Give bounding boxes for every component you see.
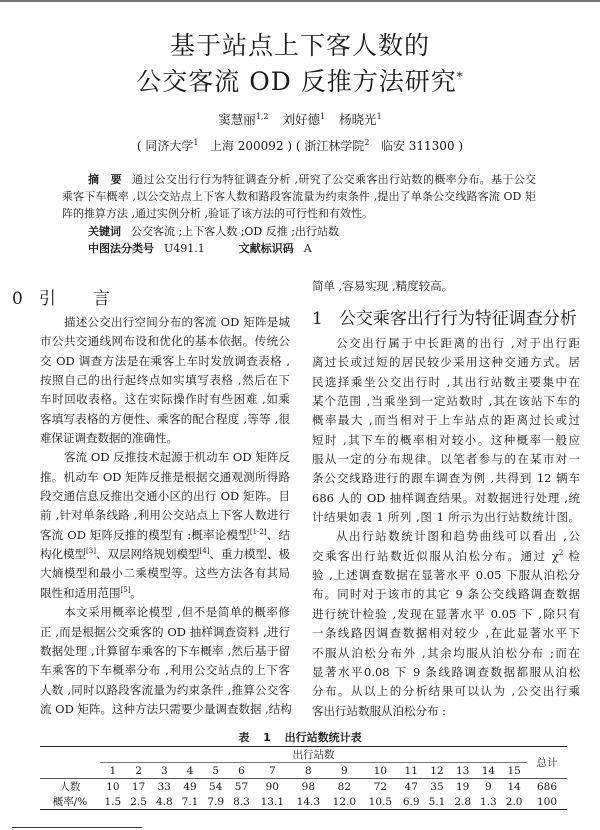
station-count-header: 9 [326, 763, 362, 779]
table-header-row [40, 763, 567, 779]
keywords-text: 公交客流 ;上下客人数 ;OD 反推 ;出行站数 [131, 225, 339, 238]
keywords [88, 223, 339, 239]
right-column-continuation [312, 277, 580, 296]
abstract [62, 171, 536, 222]
text-line [312, 353, 580, 372]
section-number: 0 [12, 289, 23, 309]
total-header: 总计 [527, 747, 567, 779]
abstract-label: 摘 要 [88, 173, 122, 186]
text-segment: 推。机动车 OD 矩阵反推是根据交通观测所得路 [40, 469, 290, 484]
text-segment: 条公交线路进行的跟车调查为例 ,共得到 12 辆车 [312, 471, 580, 486]
text-line [312, 469, 580, 488]
text-segment: 客出行站数服从泊松分布 : [312, 703, 447, 718]
station-count-table [40, 746, 567, 810]
group-header: 出行站数 [100, 747, 527, 763]
table-cell: 54 [209, 780, 223, 793]
text-segment: 按照自己的出行起终点如实填写表格 ,然后在下 [40, 373, 290, 388]
station-count-header: 11 [398, 763, 424, 779]
text-segment: 、双层网络规划模型 [95, 547, 200, 562]
table-cell: 57 [234, 780, 249, 793]
paper-title-line-2 [0, 62, 600, 98]
text-segment: 限性和适用范围 [40, 585, 121, 600]
abstract-text: 通过公交出行行为特征调查分析 ,研究了公交乘客出行站数的概率分布。基于公交 [132, 173, 536, 186]
text-segment: 686 人的 OD 抽样调查结果。对数据进行处理 ,统 [312, 490, 580, 505]
footnote-rule [12, 827, 142, 828]
abstract-text: 阵的推算方法 ,通过实例分析 ,验证了该方法的可行性和有效性。 [62, 207, 373, 220]
text-line [40, 487, 290, 506]
text-line [40, 661, 290, 680]
text-segment: 本文采用概率论模型 ,但不是简单的概率修 [64, 605, 290, 620]
table-cell: 1.5 [100, 794, 126, 810]
table-cell: 19 [455, 780, 470, 793]
text-segment: 交乘客出行站数近似服从泊松分布。通过 χ [312, 548, 559, 563]
section-heading-introduction [12, 284, 120, 309]
text-line [40, 526, 290, 545]
station-count-header: 10 [362, 763, 398, 779]
text-line [312, 624, 580, 643]
table-cell: 12.0 [326, 794, 362, 810]
text-line [312, 431, 580, 450]
text-segment: 市公共交通线网布设和优化的基本依据。传统公 [40, 334, 290, 349]
text-line [40, 506, 290, 525]
table-cell: 17 [131, 780, 146, 793]
table-cell: 10 [106, 780, 120, 793]
citation-superscript: 2 [558, 548, 564, 557]
row-label-header [40, 747, 100, 779]
text-line [40, 623, 290, 642]
text-line [312, 663, 580, 682]
affiliation-name: ( 浙江林学院 [295, 139, 365, 153]
table-cell: 2.0 [501, 794, 527, 810]
table-cell: 14.3 [290, 794, 326, 810]
text-segment: 计结果如表 1 所列 ,图 1 所示为出行站数统计图。 [312, 510, 580, 525]
author-name: 刘好德 [282, 112, 321, 127]
text-segment: 大熵模型和最小二乘模型等。这些方法各有其局 [40, 566, 290, 581]
table-cell: 98 [301, 780, 316, 793]
text-segment: 正 ,而是根据公交乘客的 OD 抽样调查资料 ,进行 [40, 624, 290, 639]
text-line [40, 313, 290, 332]
text-segment: 人数 ,同时以路段客流量为约束条件 ,推算公交客 [40, 682, 290, 697]
table-cell: 8.3 [229, 794, 255, 810]
station-count-header: 6 [229, 763, 255, 779]
abstract-text: 乘客下车概率 ,以公交站点上下客人数和路段客流量为约束条件 ,提出了单条公交线路客流 OD 矩 [62, 190, 536, 203]
affiliation-city: 临安 311300 ) [380, 139, 464, 153]
table-cell: 33 [157, 780, 171, 793]
author [283, 112, 326, 127]
text-line [312, 702, 580, 721]
station-count-header: 13 [450, 763, 476, 779]
total-cell: 100 [527, 794, 567, 810]
text-segment: 分布。从以上的分析结果可以认为 ,公交出行乘 [312, 684, 580, 699]
clc-label: 中图法分类号 [88, 242, 154, 255]
total-cell: 686 [536, 780, 558, 793]
station-count-header: 15 [501, 763, 527, 779]
text-segment: 、结 [266, 527, 290, 542]
text-segment: 流 OD 矩阵。这种方法只需要少量调查数据 ,结构 [40, 701, 292, 716]
table-cell: 90 [265, 780, 279, 793]
text-line [40, 410, 290, 429]
table-title: 出行站数统计表 [284, 731, 362, 744]
text-line [40, 371, 290, 390]
table-cell: 7.1 [177, 794, 203, 810]
table-cell: 7.9 [203, 794, 229, 810]
clc-code: U491.1 [164, 242, 205, 255]
author-list [0, 110, 600, 128]
title-text: 基于站点上下客人数的 [169, 31, 430, 60]
citation-superscript: [5] [120, 585, 131, 594]
text-line [40, 603, 290, 622]
text-segment: 离过长或过短的居民较少采用这种交通方式。居 [312, 355, 580, 370]
affiliations [0, 137, 600, 154]
station-count-header: 8 [290, 763, 326, 779]
citation-superscript: [3] [86, 547, 96, 556]
table-cell: 6.9 [398, 794, 424, 810]
station-count-header: 3 [151, 763, 177, 779]
text-line [40, 352, 290, 371]
text-segment: 客流 OD 反推技术起源于机动车 OD 矩阵反 [64, 450, 290, 465]
table-cell: 35 [430, 780, 444, 793]
station-count-header: 5 [203, 763, 229, 779]
text-segment: 不服从泊松分布外 ,其余均服从泊松分布 ;而在 [312, 645, 580, 660]
table-cell: 13.1 [254, 794, 290, 810]
left-column-body [40, 313, 290, 719]
text-segment: 从出行站数统计图和趋势曲线可以看出 ,公 [336, 529, 580, 544]
author-affil-mark: 1,2 [255, 111, 269, 121]
text-line [312, 547, 580, 566]
text-segment: 公交出行属于中长距离的出行 ,对于出行距 [336, 336, 580, 350]
station-count-header: 7 [254, 763, 290, 779]
table-cell: 1.3 [476, 794, 502, 810]
author-affil-mark: 1 [320, 111, 326, 121]
station-count-header: 2 [126, 763, 152, 779]
table-cell: 5.1 [424, 794, 450, 810]
citation-superscript: [4] [199, 547, 210, 556]
text-line [312, 489, 580, 508]
affiliation-name: ( 同济大学 [136, 139, 194, 153]
table-cell: 72 [373, 780, 388, 793]
text-segment: 交 OD 调查方法是在乘客上车时发放调查表格 , [40, 353, 290, 368]
affiliation-city: 上海 200092 ) [209, 139, 293, 153]
text-segment: 布。同时对于该市的其它 9 条公交线路调查数据 [312, 587, 580, 602]
text-line [40, 545, 290, 564]
text-segment: 客填写表格的方便性、乘客的配合程度 ,等等 ,很 [40, 411, 290, 426]
text-line [40, 429, 290, 448]
abstract-line [62, 205, 536, 222]
table-cell: 47 [404, 780, 418, 793]
citation-superscript: [1-2] [249, 527, 267, 536]
text-line [40, 332, 290, 351]
author-name: 杨晓光 [339, 112, 377, 127]
text-segment: 前 ,针对单条线路 ,利用公交站点上下客人数进行 [40, 508, 290, 523]
text-segment: 难保证调查数据的准确性。 [40, 431, 178, 446]
text-line [312, 566, 580, 585]
text-line [312, 373, 580, 392]
row-label: 人数 [59, 781, 81, 793]
title-text: 公交客流 OD 反推方法研究 [136, 67, 457, 96]
text-line [40, 390, 290, 409]
author [339, 112, 382, 127]
text-segment: 进行统计检验 ,发现在显著水平 0.05 下 ,除只有 [312, 606, 580, 621]
abstract-line [62, 188, 536, 205]
station-count-header: 14 [476, 763, 502, 779]
text-segment: 车时回收表格。这在实际操作时有些困难 ,如乘 [40, 392, 290, 407]
affiliation [296, 139, 463, 153]
table-row [40, 779, 567, 795]
text-segment: 显著水平0.08 下 9 条线路调查数据都服从泊松 [312, 664, 580, 679]
text-line [312, 644, 580, 663]
text-segment: 验 ,上述调查数据在显著水平 0.05 下服从泊松分 [312, 568, 580, 583]
text-line [312, 334, 580, 353]
doc-code-label: 文献标识码 [238, 242, 294, 255]
table-cell: 4.8 [151, 794, 177, 810]
text-line [312, 392, 580, 411]
author-name: 窦慧丽 [218, 112, 256, 127]
station-count-header: 1 [100, 763, 126, 779]
text-line [312, 682, 580, 701]
text-segment: 服从一定的分布规律。以笔者参与的在某市对一 [312, 452, 580, 467]
text-segment: 段交通信息反推出交通小区的出行 OD 矩阵。目 [40, 489, 290, 504]
table-cell: 2.5 [126, 794, 152, 810]
right-column-body [312, 334, 580, 721]
text-line [40, 642, 290, 661]
text-line [312, 411, 580, 430]
text-segment: 描述公交出行空间分布的客流 OD 矩阵是城 [64, 315, 290, 329]
text-line: 简单 ,容易实现 ,精度较高。 [312, 279, 454, 293]
section-number: 1 [312, 309, 323, 329]
table-cell: 14 [507, 780, 521, 793]
text-line [40, 468, 290, 487]
text-segment: 某个范围 ,当乘坐到一定站数时 ,其在该站下车的 [312, 394, 580, 409]
text-segment: 。 [130, 585, 142, 600]
text-line [312, 527, 580, 546]
text-segment: 车乘客的下车概率分布 ,利用公交站点的上下客 [40, 663, 290, 678]
text-segment: 检 [563, 548, 581, 563]
paper-title-line-1 [0, 26, 600, 62]
text-line [312, 585, 580, 604]
section-title: 公交乘客出行行为特征调查分析 [338, 309, 577, 329]
table-row [40, 794, 567, 810]
text-segment: 民选择乘坐公交出行时 ,其出行站数主要集中在 [312, 374, 580, 389]
text-segment: 客流 OD 矩阵反推的模型有 :概率论模型 [40, 527, 250, 542]
text-line [312, 450, 580, 469]
text-line [40, 448, 290, 467]
table-caption [0, 729, 600, 745]
station-count-header: 12 [424, 763, 450, 779]
title-footnote-mark: * [456, 69, 464, 84]
text-line [40, 700, 290, 719]
text-line [312, 605, 580, 624]
section-title: 引 言 [38, 289, 120, 309]
doc-code: A [303, 242, 312, 255]
station-count-header: 4 [177, 763, 203, 779]
text-segment: 数据处理 ,计算留车乘客的下车概率 ,然后基于留 [40, 643, 290, 658]
text-segment: 概率最大 ,而当相对于上车站点的距离过长或过 [312, 413, 580, 428]
classification [88, 240, 312, 256]
abstract-line [62, 171, 536, 188]
table-cell: 9 [485, 780, 492, 793]
text-line [40, 681, 290, 700]
text-segment: 、重力模型、极 [209, 547, 291, 562]
affiliation-mark: 1 [193, 138, 199, 147]
table-cell: 10.5 [362, 794, 398, 810]
table-number: 表 1 [238, 731, 271, 744]
table-header-row [40, 747, 567, 763]
author [218, 112, 268, 127]
text-segment: 一条线路因调查数据相对较少 ,在此显著水平下 [312, 626, 580, 641]
table-cell: 2.8 [450, 794, 476, 810]
text-segment: 短时 ,其下车的概率相对较小。这种概率一般应 [312, 432, 580, 447]
text-segment: 构化模型 [40, 547, 87, 562]
text-line [40, 584, 290, 603]
text-line [312, 508, 580, 527]
author-affil-mark: 1 [376, 111, 382, 121]
table-cell: 82 [337, 780, 352, 793]
section-heading-1 [312, 304, 577, 329]
affiliation-mark: 2 [364, 138, 370, 147]
row-label: 概率/% [40, 794, 100, 810]
page-top-rule [0, 0, 600, 2]
table-cell: 49 [183, 780, 197, 793]
text-line [40, 564, 290, 583]
keywords-label: 关键词 [88, 225, 121, 238]
affiliation [137, 139, 292, 153]
